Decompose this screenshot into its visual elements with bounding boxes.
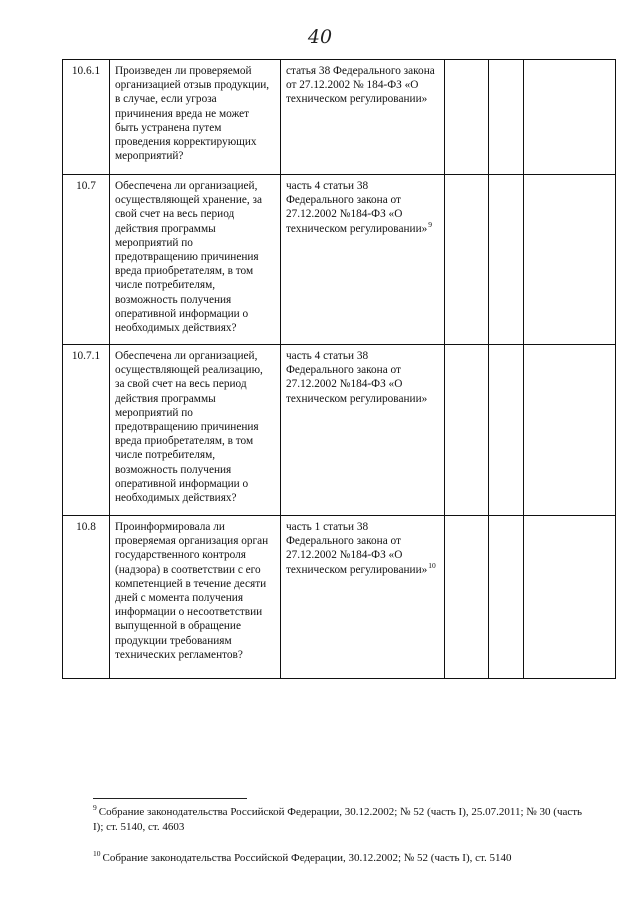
law-reference-line: от 27.12.2002 № 184-ФЗ «О bbox=[286, 79, 419, 92]
law-reference-line: Федерального закона от bbox=[286, 364, 401, 377]
question-cell: Произведен ли проверяемой организацией отзыв продукции, в случае, если угроза причинения вреда не может быть устранена путем проведения корректирующих мероприятий? bbox=[110, 60, 281, 175]
law-reference-line: 27.12.2002 №184-ФЗ «О bbox=[286, 378, 403, 391]
law-reference-line: техническом регулировании» bbox=[286, 392, 428, 405]
footnote-marker: 10 bbox=[428, 560, 436, 570]
law-reference-line: статья 38 Федерального закона bbox=[286, 65, 435, 77]
question-cell: Проинформировала ли проверяемая организация орган государственного контроля (надзора) в соответствии с его компетенцией в течение десяти дней с момента получения информации о несоответствии выпущенной в обращение продукции требованиям технических регламентов? bbox=[110, 516, 281, 679]
item-number: 10.8 bbox=[63, 516, 110, 679]
law-reference-line: техническом регулировании»$^{10}$ bbox=[286, 560, 436, 576]
footnote-mark: 9 bbox=[93, 803, 97, 813]
empty-cell bbox=[445, 60, 489, 175]
footnote-text: Собрание законодательства Российской Федерации, 30.12.2002; № 52 (часть I), ст. 5140 bbox=[102, 852, 512, 864]
footnote-9 bbox=[93, 805, 593, 835]
item-number: 10.7 bbox=[63, 175, 110, 345]
empty-cell bbox=[524, 345, 616, 516]
table-row bbox=[63, 516, 616, 679]
law-reference-line: часть 1 статьи 38 bbox=[286, 521, 369, 533]
law-reference-line: Федерального закона от bbox=[286, 535, 401, 548]
empty-cell bbox=[489, 175, 524, 345]
law-reference-line: часть 4 статьи 38 bbox=[286, 180, 369, 192]
empty-cell bbox=[524, 60, 616, 175]
page-number: 40 bbox=[307, 26, 333, 48]
footnote-mark: 10 bbox=[93, 849, 101, 859]
empty-cell bbox=[489, 516, 524, 679]
question-cell: Обеспечена ли организацией, осуществляющей реализацию, за свой счет на весь период действия программы мероприятий по предотвращению причинения вреда приобретателям, в том числе потребителям, возможность получения оперативной информации о необходимых действиях? bbox=[110, 345, 281, 516]
law-reference-line: 27.12.2002 №184-ФЗ «О bbox=[286, 208, 403, 221]
empty-cell bbox=[445, 175, 489, 345]
law-reference-line: техническом регулировании»$^9$ bbox=[286, 219, 433, 235]
footnote-marker: 9 bbox=[428, 219, 433, 229]
item-number: 10.7.1 bbox=[63, 345, 110, 516]
law-reference-line: Федерального закона от bbox=[286, 194, 401, 207]
empty-cell bbox=[489, 60, 524, 175]
footnote-separator bbox=[93, 798, 247, 799]
footnote-text: Собрание законодательства Российской Федерации, 30.12.2002; № 52 (часть I), 25.07.2011; № 30 (часть I); ст. 5140, ст. 4603 bbox=[93, 806, 583, 833]
law-reference-line: 27.12.2002 №184-ФЗ «О bbox=[286, 549, 403, 562]
empty-cell bbox=[445, 345, 489, 516]
law-reference-line: техническом регулировании» bbox=[286, 93, 428, 106]
law-reference-cell bbox=[281, 345, 445, 516]
footnote-10 bbox=[93, 851, 593, 866]
item-number: 10.6.1 bbox=[63, 60, 110, 175]
table-row bbox=[63, 345, 616, 516]
checklist-table bbox=[62, 59, 616, 679]
law-reference-cell bbox=[281, 516, 445, 679]
table-row bbox=[63, 175, 616, 345]
law-reference-cell bbox=[281, 60, 445, 175]
question-cell: Обеспечена ли организацией, осуществляющей хранение, за свой счет на весь период действия программы мероприятий по предотвращению причинения вреда приобретателям, в том числе потребителям, возможность получения оперативной информации о необходимых действиях? bbox=[110, 175, 281, 345]
empty-cell bbox=[445, 516, 489, 679]
table-row bbox=[63, 60, 616, 175]
empty-cell bbox=[524, 516, 616, 679]
empty-cell bbox=[489, 345, 524, 516]
empty-cell bbox=[524, 175, 616, 345]
law-reference-line: часть 4 статьи 38 bbox=[286, 350, 369, 362]
law-reference-cell bbox=[281, 175, 445, 345]
